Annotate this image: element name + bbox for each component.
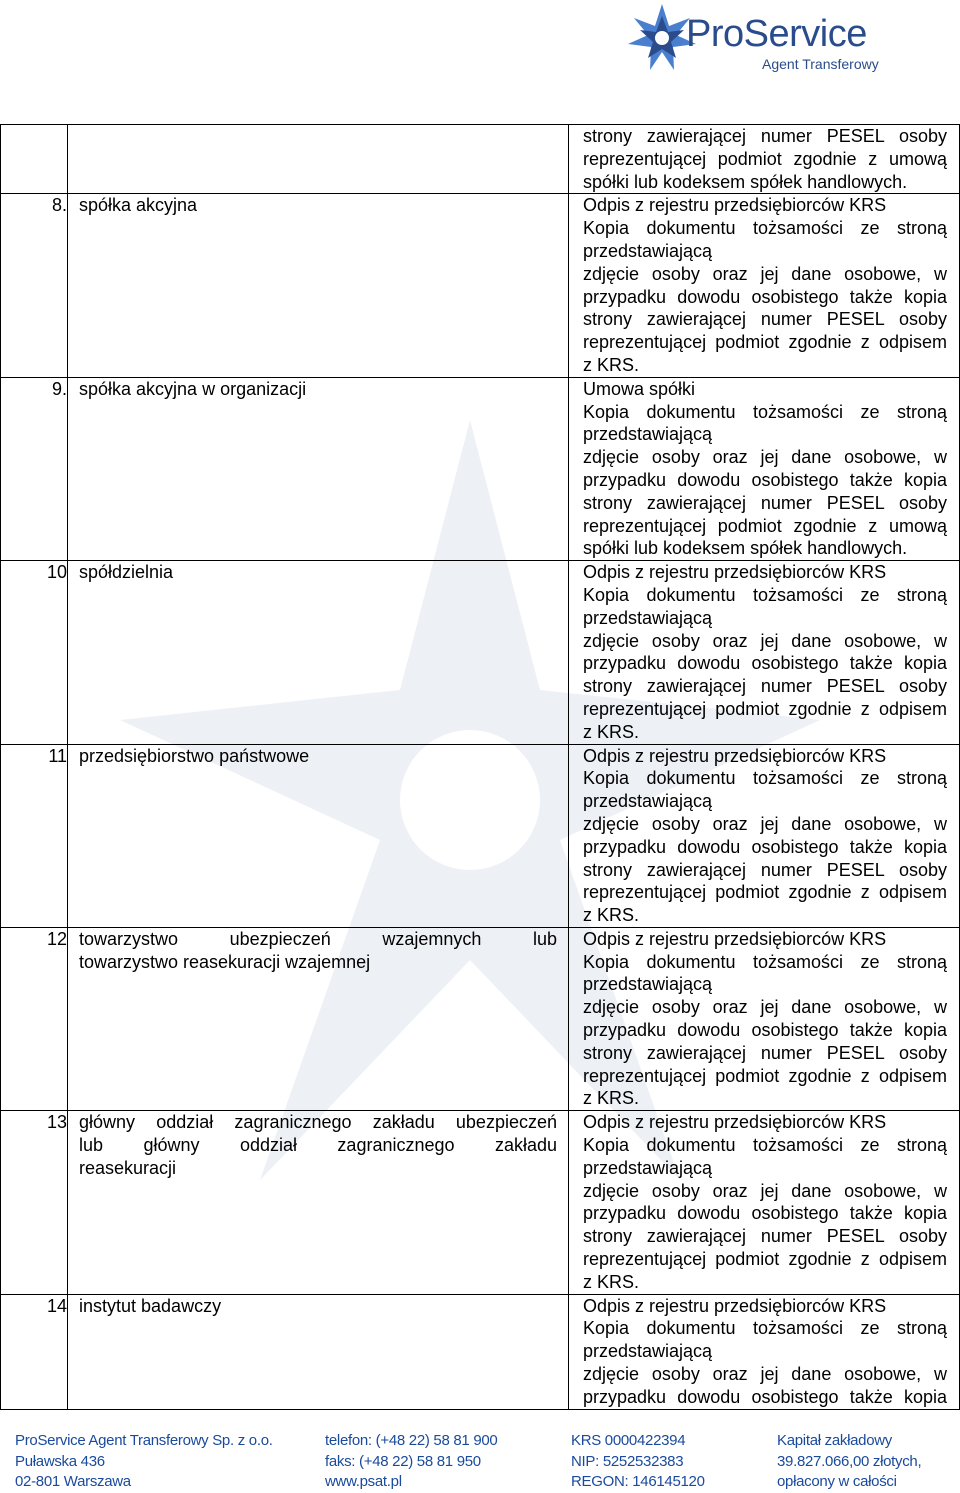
doc-line: przypadku dowodu osobistego także kopia [583, 836, 947, 857]
entity-line: reasekuracji [79, 1157, 177, 1178]
entity-cell [68, 125, 569, 194]
doc-line: strony zawierającej numer PESEL osoby [583, 859, 947, 880]
doc-line: przedstawiającą [583, 240, 713, 261]
entity-line: lub główny oddział zagranicznego zakładu [79, 1135, 557, 1156]
doc-line: przedstawiającą [583, 974, 713, 995]
footer-registry [571, 1431, 705, 1493]
doc-line: przypadku dowodu osobistego także kopia [583, 1386, 947, 1407]
entity-line: spółka akcyjna [79, 195, 198, 216]
entity-line: towarzystwo ubezpieczeń wzajemnych lub [79, 928, 557, 949]
doc-line: przedstawiającą [583, 1157, 713, 1178]
doc-line: Kopia dokumentu tożsamości ze stroną [583, 401, 947, 422]
doc-line: strony zawierającej numer PESEL osoby [583, 126, 947, 146]
doc-line: Odpis z rejestru przedsiębiorców KRS [583, 1295, 887, 1316]
doc-line: reprezentującej podmiot zgodnie z odpisem [583, 1249, 947, 1270]
doc-line: Odpis z rejestru przedsiębiorców KRS [583, 562, 887, 583]
table-row [1, 1111, 960, 1294]
doc-line: reprezentującej podmiot zgodnie z odpisem [583, 332, 947, 353]
table-row [1, 744, 960, 927]
doc-line: reprezentującej podmiot zgodnie z odpisem [583, 698, 947, 719]
doc-line: spółki lub kodeksem spółek handlowych. [583, 538, 908, 559]
doc-line: reprezentującej podmiot zgodnie z odpisem [583, 882, 947, 903]
doc-line: Umowa spółki [583, 378, 696, 399]
footer-line: faks: (+48 22) 58 81 950 [325, 1452, 481, 1470]
footer-company [15, 1431, 273, 1493]
row-number-cell: 13 [1, 1111, 68, 1294]
doc-line: strony zawierającej numer PESEL osoby [583, 309, 947, 330]
row-number-cell: 9. [1, 377, 68, 560]
row-number-cell [1, 125, 68, 194]
doc-line: przypadku dowodu osobistego także kopia [583, 286, 947, 307]
doc-line: przedstawiającą [583, 791, 713, 812]
doc-line: zdjęcie osoby oraz jej dane osobowe, w [583, 630, 947, 651]
doc-line: reprezentującej podmiot zgodnie z odpisem [583, 1065, 947, 1086]
entity-line: spółdzielnia [79, 562, 174, 583]
doc-line: zdjęcie osoby oraz jej dane osobowe, w [583, 447, 947, 468]
row-number-cell: 12 [1, 927, 68, 1110]
documents-cell [569, 125, 960, 194]
row-number-cell: 11 [1, 744, 68, 927]
entity-line: spółka akcyjna w organizacji [79, 378, 307, 399]
row-number-cell: 10 [1, 561, 68, 744]
doc-line: z KRS. [583, 721, 640, 742]
doc-line: strony zawierającej numer PESEL osoby [583, 676, 947, 697]
entity-line: towarzystwo reasekuracji wzajemnej [79, 951, 371, 972]
footer-line: KRS 0000422394 [571, 1432, 686, 1449]
doc-line: Kopia dokumentu tożsamości ze stroną [583, 951, 947, 972]
footer-line: 39.827.066,00 złotych, [777, 1452, 922, 1470]
footer [0, 1431, 960, 1493]
entity-cell [68, 561, 569, 744]
entity-line: przedsiębiorstwo państwowe [79, 745, 310, 766]
doc-line: z KRS. [583, 905, 640, 926]
entity-cell [68, 194, 569, 377]
documents-cell [569, 744, 960, 927]
documents-cell [569, 194, 960, 377]
row-number-cell: 8. [1, 194, 68, 377]
entity-cell [68, 1111, 569, 1294]
table-row [1, 927, 960, 1110]
doc-line: Odpis z rejestru przedsiębiorców KRS [583, 928, 887, 949]
doc-line: przedstawiającą [583, 607, 713, 628]
footer-line: 02-801 Warszawa [15, 1473, 131, 1490]
table-row [1, 561, 960, 744]
doc-line: z KRS. [583, 1271, 640, 1292]
entity-line: instytut badawczy [79, 1295, 222, 1316]
doc-line: reprezentującej podmiot zgodnie z umową [583, 148, 947, 169]
doc-line: przypadku dowodu osobistego także kopia [583, 469, 947, 490]
doc-line: Odpis z rejestru przedsiębiorców KRS [583, 195, 887, 216]
footer-line: ProService Agent Transferowy Sp. z o.o. [15, 1432, 273, 1449]
doc-line: strony zawierającej numer PESEL osoby [583, 492, 947, 513]
doc-line: Kopia dokumentu tożsamości ze stroną [583, 768, 947, 789]
table-row [1, 125, 960, 194]
brand-name: ProService [686, 13, 867, 55]
footer-line: www.psat.pl [325, 1473, 402, 1490]
doc-line: strony zawierającej numer PESEL osoby [583, 1226, 947, 1247]
table-row [1, 377, 960, 560]
table-row [1, 194, 960, 377]
entity-line: główny oddział zagranicznego zakładu ubezpieczeń [79, 1112, 557, 1133]
doc-line: zdjęcie osoby oraz jej dane osobowe, w [583, 1180, 947, 1201]
doc-line: strony zawierającej numer PESEL osoby [583, 1042, 947, 1063]
doc-line: zdjęcie osoby oraz jej dane osobowe, w [583, 263, 947, 284]
doc-line: Kopia dokumentu tożsamości ze stroną [583, 1318, 947, 1339]
doc-line: przypadku dowodu osobistego także kopia [583, 1020, 947, 1041]
doc-line: z KRS. [583, 1088, 640, 1109]
entity-cell [68, 377, 569, 560]
doc-line: Odpis z rejestru przedsiębiorców KRS [583, 1112, 887, 1133]
doc-line: przypadku dowodu osobistego także kopia [583, 1203, 947, 1224]
documents-table [0, 124, 960, 1410]
footer-line: Puławska 436 [15, 1452, 105, 1470]
doc-line: zdjęcie osoby oraz jej dane osobowe, w [583, 1364, 947, 1385]
footer-line: REGON: 146145120 [571, 1473, 705, 1490]
doc-line: Kopia dokumentu tożsamości ze stroną [583, 584, 947, 605]
doc-line: Kopia dokumentu tożsamości ze stroną [583, 218, 947, 239]
documents-cell [569, 927, 960, 1110]
doc-line: z KRS. [583, 354, 640, 375]
doc-line: reprezentującej podmiot zgodnie z umową [583, 515, 947, 536]
doc-line: Kopia dokumentu tożsamości ze stroną [583, 1135, 947, 1156]
row-number-cell: 14 [1, 1294, 68, 1409]
footer-capital [777, 1431, 921, 1493]
footer-contact [325, 1431, 497, 1493]
footer-line: NIP: 5252532383 [571, 1452, 684, 1470]
entity-cell [68, 744, 569, 927]
documents-cell [569, 1111, 960, 1294]
footer-line: Kapitał zakładowy [777, 1432, 892, 1449]
brand-subtitle: Agent Transferowy [762, 56, 879, 72]
doc-line: przedstawiającą [583, 424, 713, 445]
entity-cell [68, 927, 569, 1110]
documents-cell [569, 1294, 960, 1409]
documents-cell [569, 377, 960, 560]
doc-line: przypadku dowodu osobistego także kopia [583, 653, 947, 674]
entity-cell [68, 1294, 569, 1409]
doc-line: zdjęcie osoby oraz jej dane osobowe, w [583, 813, 947, 834]
doc-line: Odpis z rejestru przedsiębiorców KRS [583, 745, 887, 766]
documents-cell [569, 561, 960, 744]
doc-line: zdjęcie osoby oraz jej dane osobowe, w [583, 997, 947, 1018]
table-row [1, 1294, 960, 1409]
doc-line: przedstawiającą [583, 1341, 713, 1362]
doc-line: spółki lub kodeksem spółek handlowych. [583, 171, 908, 192]
footer-line: telefon: (+48 22) 58 81 900 [325, 1432, 498, 1449]
footer-line: opłacony w całości [777, 1473, 897, 1490]
